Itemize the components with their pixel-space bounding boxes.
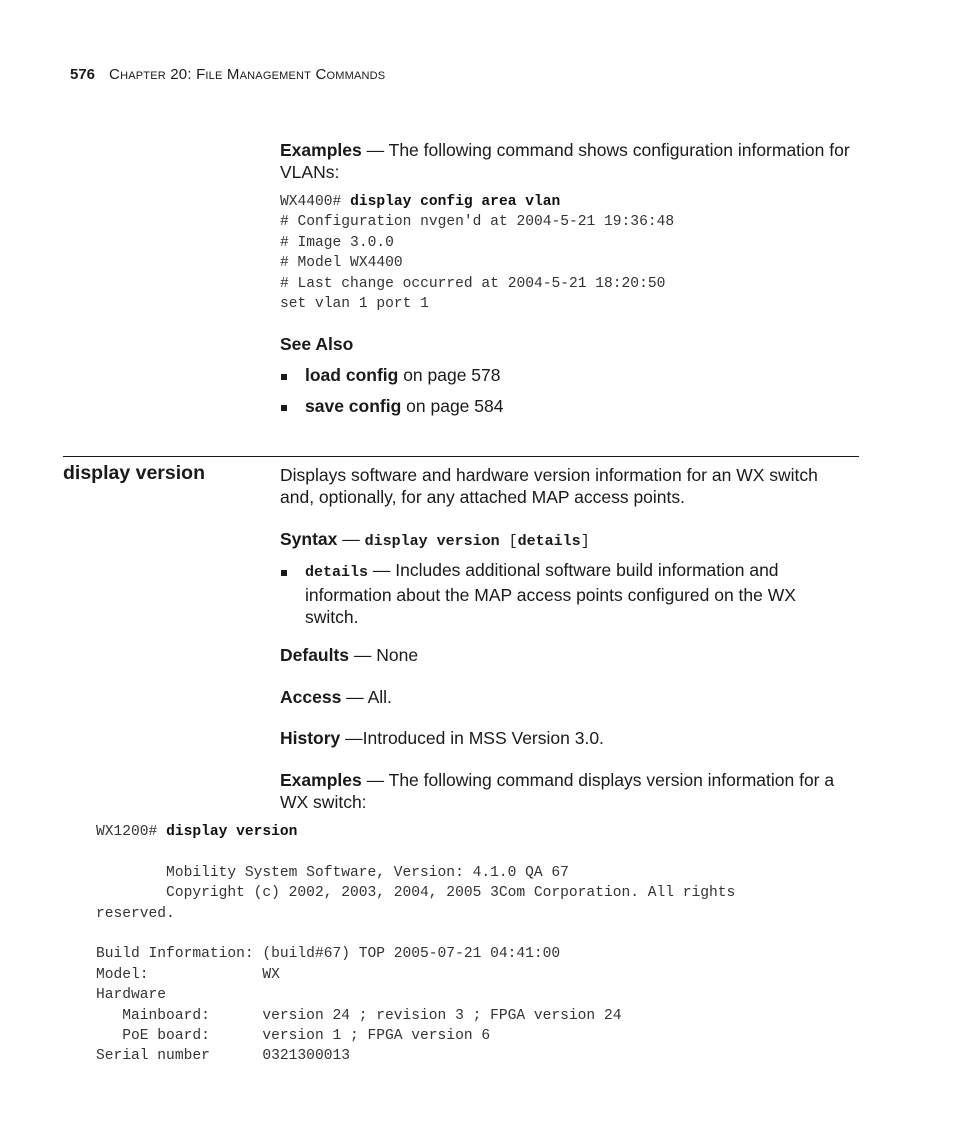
see-also-heading: See Also (280, 334, 354, 354)
examples-version-paragraph (280, 769, 858, 813)
code-line: Serial number 0321300013 (96, 1048, 350, 1065)
parameter-text: — Includes additional software build information and information about the MAP access points configured on the WX switch. (305, 560, 796, 627)
defaults-line (280, 644, 418, 666)
bullet-icon (281, 405, 287, 411)
section-title: display version (63, 462, 205, 484)
defaults-label: Defaults (280, 645, 350, 665)
examples-text: — The following command shows configuration information for VLANs: (280, 140, 850, 182)
see-also-page-ref: on page 578 (398, 365, 501, 385)
history-line (280, 727, 604, 749)
examples-label: Examples (280, 770, 362, 790)
code-line: Mobility System Software, Version: 4.1.0 QA 67 (96, 864, 569, 881)
syntax-bracket-close: ] (580, 533, 590, 550)
code-line: Build Information: (build#67) TOP 2005-07-21 04:41:00 (96, 946, 561, 963)
section-divider (63, 456, 859, 457)
code-command: display config area vlan (350, 194, 561, 210)
syntax-arg: details (517, 533, 581, 550)
code-command: display version (166, 824, 298, 840)
page-number: 576 (70, 66, 96, 83)
defaults-text: — None (349, 645, 419, 665)
code-prompt: WX1200# (96, 824, 167, 840)
access-label: Access (280, 687, 342, 707)
examples-text: — The following command displays version information for a WX switch: (280, 770, 835, 812)
code-line: # Model WX4400 (280, 255, 403, 272)
see-also-page-ref: on page 584 (401, 396, 504, 416)
code-line: set vlan 1 port 1 (280, 296, 429, 313)
section-description: Displays software and hardware version information for an WX switch and, optionally, for any attached MAP access points. (280, 465, 818, 507)
see-also-item[interactable] (305, 364, 501, 386)
code-line: Model: WX (96, 966, 280, 983)
syntax-bracket-open: [ (499, 533, 518, 550)
syntax-label: Syntax (280, 529, 338, 549)
access-line (280, 686, 392, 708)
code-line: # Image 3.0.0 (280, 234, 394, 251)
bullet-icon (281, 570, 287, 576)
code-block-vlan (280, 192, 674, 314)
history-text: —Introduced in MSS Version 3.0. (340, 728, 604, 748)
syntax-line (280, 528, 590, 553)
see-also-item[interactable] (305, 395, 503, 417)
code-line: # Configuration nvgen'd at 2004-5-21 19:36:48 (280, 214, 675, 231)
syntax-command: display version (364, 533, 500, 550)
access-text: — All. (341, 687, 392, 707)
examples-vlan-paragraph (280, 139, 860, 183)
history-label: History (280, 728, 341, 748)
see-also-link[interactable]: load config (305, 365, 399, 385)
code-line: PoE board: version 1 ; FPGA version 6 (96, 1028, 491, 1045)
bullet-icon (281, 374, 287, 380)
syntax-dash: — (337, 529, 365, 549)
code-line: reserved. (96, 905, 175, 922)
parameter-description (305, 559, 835, 628)
running-header (70, 66, 385, 83)
chapter-title: Chapter 20: File Management Commands (109, 66, 386, 83)
code-block-version (96, 822, 735, 1067)
code-line: Copyright (c) 2002, 2003, 2004, 2005 3Com Corporation. All rights (96, 885, 736, 902)
code-line: Mainboard: version 24 ; revision 3 ; FPGA version 24 (96, 1007, 622, 1024)
examples-label: Examples (280, 140, 362, 160)
code-line: # Last change occurred at 2004-5-21 18:20:50 (280, 275, 666, 292)
parameter-name: details (305, 564, 369, 581)
code-line: Hardware (96, 987, 167, 1004)
see-also-link[interactable]: save config (305, 396, 402, 416)
code-prompt: WX4400# (280, 194, 351, 210)
